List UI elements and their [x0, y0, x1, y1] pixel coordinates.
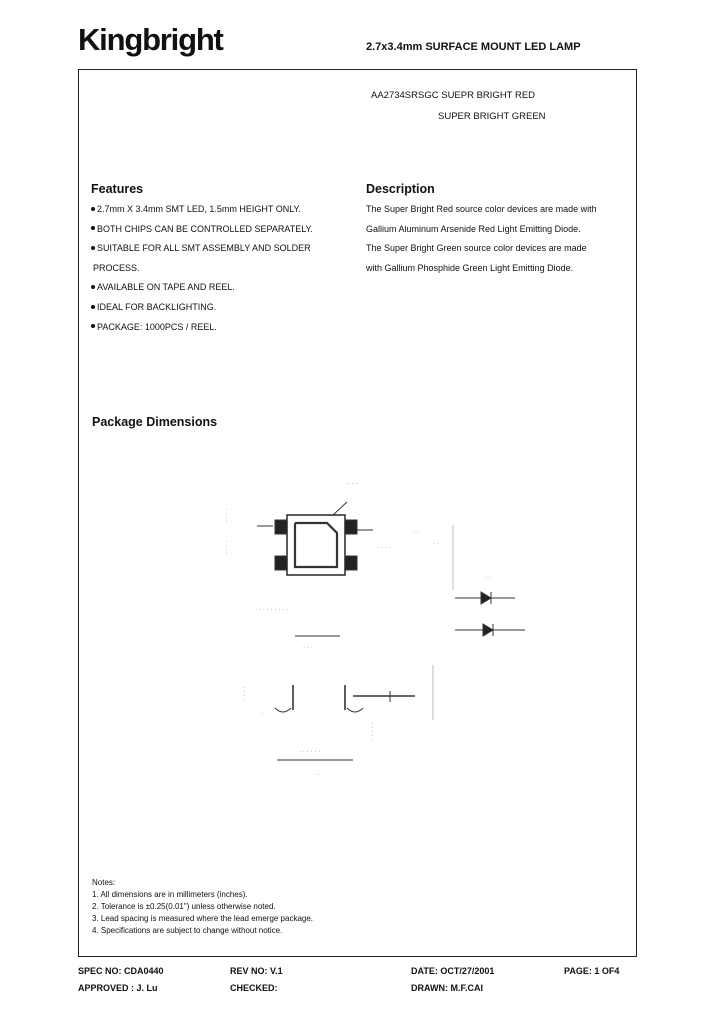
approved-by: APPROVED : J. Lu: [78, 983, 158, 993]
svg-text:. . .: . . .: [347, 477, 359, 486]
spec-number: SPEC NO: CDA0440: [78, 966, 164, 976]
checked-by: CHECKED:: [230, 983, 278, 993]
notes-heading: Notes:: [92, 878, 116, 887]
feature-item: AVAILABLE ON TAPE AND REEL.: [91, 278, 351, 298]
revision-number: REV NO: V.1: [230, 966, 283, 976]
note-item: 3. Lead spacing is measured where the lead emerge package.: [92, 914, 314, 923]
diode-symbol-upper: [455, 573, 515, 604]
document-date: DATE: OCT/27/2001: [411, 966, 495, 976]
svg-text:. . .: . . .: [303, 643, 313, 650]
note-item: 4. Specifications are subject to change without notice.: [92, 926, 283, 935]
part-color-line: SUPER BRIGHT GREEN: [438, 111, 546, 122]
features-heading: Features: [91, 182, 144, 196]
svg-text:. .: . .: [433, 539, 439, 546]
page-number: PAGE: 1 OF4: [564, 966, 620, 976]
svg-text:. . . .: . . . .: [222, 508, 229, 522]
part-number-line: AA2734SRSGC SUEPR BRIGHT RED: [371, 90, 536, 101]
description-line: Gallium Aluminum Arsenide Red Light Emitting Diode.: [366, 223, 581, 234]
svg-text:. . . . . . . .: . . . . . . . . .: [255, 605, 289, 612]
feature-item-continuation: PROCESS.: [93, 262, 140, 273]
feature-item: PACKAGE: 1000PCS / REEL.: [91, 318, 351, 338]
description-text: [366, 200, 631, 278]
features-list: [91, 200, 351, 337]
svg-text:. .: . .: [315, 770, 321, 777]
package-dimensions-heading: Package Dimensions: [92, 415, 218, 429]
description-line: The Super Bright Red source color devices are made with: [366, 204, 597, 214]
package-dimensions-drawing: [215, 470, 545, 790]
note-item: 1. All dimensions are in millimeters (inches).: [92, 890, 248, 899]
diode-symbol-lower: [455, 624, 525, 636]
description-heading: Description: [366, 182, 435, 196]
svg-text:. .: . .: [413, 527, 419, 534]
notes-section: [92, 877, 313, 937]
document-title: 2.7x3.4mm SURFACE MOUNT LED LAMP: [366, 41, 581, 53]
feature-item: BOTH CHIPS CAN BE CONTROLLED SEPARATELY.: [91, 220, 351, 240]
feature-item: 2.7mm X 3.4mm SMT LED, 1.5mm HEIGHT ONLY.: [91, 200, 351, 220]
description-line: with Gallium Phosphide Green Light Emitting Diode.: [366, 262, 574, 273]
feature-item: SUITABLE FOR ALL SMT ASSEMBLY AND SOLDER: [91, 239, 351, 259]
svg-text:. . . .: . . . .: [377, 543, 391, 550]
feature-item: IDEAL FOR BACKLIGHTING.: [91, 298, 351, 318]
brand-logo: Kingbright: [78, 22, 223, 57]
svg-text:. . . . . .: . . . . . .: [299, 747, 321, 754]
svg-text:. . . . .: . . . . .: [368, 722, 375, 740]
svg-text:. .: . .: [485, 573, 491, 580]
svg-text:. . . .: . . . .: [240, 686, 247, 700]
svg-text:.: .: [261, 709, 263, 716]
description-line: The Super Bright Green source color devices are made: [366, 243, 587, 254]
drawn-by: DRAWN: M.F.CAI: [411, 983, 483, 993]
note-item: 2. Tolerance is ±0.25(0.01") unless otherwise noted.: [92, 902, 276, 911]
svg-text:. . . .: . . . .: [222, 540, 229, 554]
